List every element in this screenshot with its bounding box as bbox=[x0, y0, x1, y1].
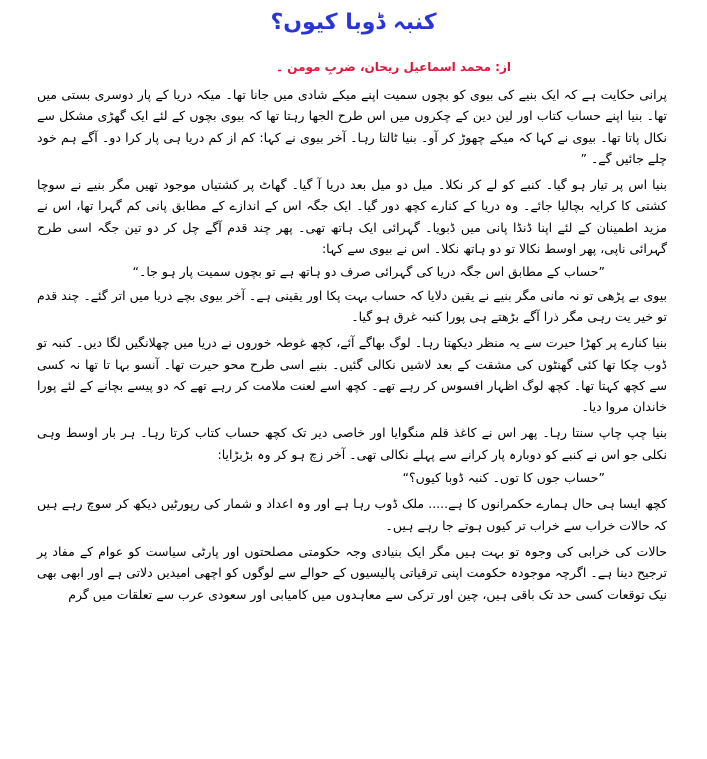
article-byline: از: محمد اسماعیل ریحان، ضربِ مومن ۔ bbox=[276, 60, 511, 74]
quote-calculation: ”حساب کے مطابق اس جگہ دریا کی گہرائی صرف دو ہاتھ ہے تو بچوں سمیت پار ہو جا۔“ bbox=[132, 264, 605, 280]
paragraph-conditions: حالات کی خرابی کی وجوہ تو بہت ہیں مگر ایک بنیادی وجہ حکومتی مصلحتوں اور پارٹی سیاست کو عوام کے مفاد پر ترجیح دینا ہے۔ اگرچہ موجودہ حکومت اپنی ترقیاتی پالیسیوں کے حوالے سے لوگوں کو اچھی امیدیں دلاتی ہے اور ابھی بھی نیک توقعات کسی حد تک باقی ہیں، چین اور ترکی سے معاہدوں میں کامیابی اور سعودی عرب سے تعلقات میں گرم bbox=[37, 543, 667, 602]
article-body bbox=[37, 84, 667, 610]
paragraph-river: بنیا اس پر تیار ہو گیا۔ کنبے کو لے کر نکلا۔ میل دو میل بعد دریا آ گیا۔ گھاٹ پر کشتیاں موجود تھیں مگر بنیے نے سوچا کشتی کا کرایہ بچالیا جائے۔ وہ دریا کے کنارے کچھ دور گیا۔ ایک جگہ اس کے اندازے کے مطابق پانی کم گہرا تھا، اس نے مزید اطمینان کے لئے اپنا ڈنڈا پانی میں ڈبویا۔ گہرائی ایک ہاتھ تھی۔ پھر چند قدم آگے چل کر دو تین جگہ اسی طرح گہرائی ناپی، پھر اوسط نکالا تو دو ہاتھ نکلا۔ اس نے بیوی سے کہا: bbox=[37, 177, 667, 257]
quote-why-drowned: ”حساب جوں کا توں۔ کنبہ ڈوبا کیوں؟“ bbox=[402, 470, 605, 486]
paragraph-rulers: کچھ ایسا ہی حال ہمارے حکمرانوں کا ہے..... ملک ڈوب رہا ہے اور وہ اعداد و شمار کی رپورٹیں دیکھ کر سوچ رہے ہیں کہ حالات خراب سے خراب تر کیوں ہوتے جا رہے ہیں۔ bbox=[37, 496, 667, 533]
paragraph-drowning: بیوی بے پڑھی تو نہ مانی مگر بنیے نے یقین دلایا کہ حساب بہت پکا اور یقینی ہے۔ آخر بیوی بچے دریا میں اتر گئے۔ چند قدم تو خیر یت رہی مگر ذرا آگے بڑھتے ہی پورا کنبہ غرق ہو گیا۔ bbox=[37, 287, 667, 324]
article-title: کنبہ ڈوبا کیوں؟ bbox=[270, 10, 437, 35]
paragraph-aftermath: بنیا کنارے پر کھڑا حیرت سے یہ منظر دیکھتا رہا۔ لوگ بھاگے آئے، کچھ غوطہ خوروں نے دریا میں چھلانگیں لگا دیں۔ کنبہ تو ڈوب چکا تھا کئی گھنٹوں کی مشقت کے بعد لاشیں نکالی گئیں۔ بنیے اسی طرح محو حیرت تھا۔ آنسو بہا تا تھا نہ کسی سے کچھ کہتا تھا۔ کچھ لوگ اظہار افسوس کر رہے تھے۔ کچھ اسے لعنت ملامت کر رہے تھے کہ دو پیسے بچانے کے لئے پورا خاندان مروا دیا۔ bbox=[37, 335, 667, 415]
paragraph-intro: پرانی حکایت ہے کہ ایک بنیے کی بیوی کو بچوں سمیت اپنے میکے شادی میں جانا تھا۔ میکہ دریا کے پار دوسری بستی میں تھا۔ بنیا اپنے حساب کتاب اور لین دین کے چکروں میں اس طرح الجھا رہتا تھا کہ بیوی بچوں کے لئے ایک گھڑی مشکل سے نکال پاتا تھا۔ بیوی نے کہا کہ میکے چھوڑ کر آو۔ بنیا ٹالتا رہا۔ آخر بیوی نے کہا: کم از کم دریا ہی پار کرا دو۔ آگے ہم خود چلے جائیں گے۔ ” bbox=[37, 87, 667, 166]
paragraph-recalculation: بنیا چپ چاپ سنتا رہا۔ پھر اس نے کاغذ قلم منگوایا اور خاصی دیر تک کچھ حساب کتاب کرتا رہا۔ ہر بار اوسط وہی نکلی جو اس نے کنبے کو دوبارہ پار کرانے سے پہلے نکالی تھی۔ آخر زچ ہو کر وہ بڑبڑایا: bbox=[37, 425, 667, 462]
